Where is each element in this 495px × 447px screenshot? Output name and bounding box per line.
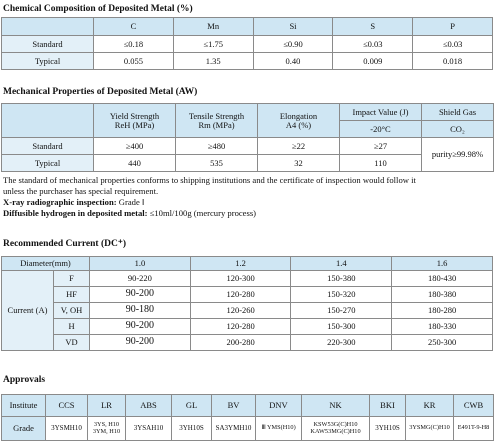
current-row-voh bbox=[2, 303, 493, 319]
approvals-table bbox=[1, 394, 494, 441]
current-cell: 180-380 bbox=[392, 287, 493, 303]
chem-cell: 0.009 bbox=[333, 53, 413, 70]
mech-header-blank bbox=[2, 104, 94, 138]
notes-block bbox=[3, 175, 493, 219]
mech-cell: 110 bbox=[340, 155, 422, 172]
position-label: VD bbox=[54, 335, 90, 351]
chem-row-typical bbox=[2, 53, 493, 70]
chem-title: Chemical Composition of Deposited Metal (%) bbox=[3, 4, 193, 14]
chem-row-label: Standard bbox=[2, 36, 94, 53]
current-cell: 180-280 bbox=[392, 303, 493, 319]
diameter-1-6: 1.6 bbox=[392, 257, 493, 271]
diameter-1-0: 1.0 bbox=[90, 257, 191, 271]
current-cell: 120-280 bbox=[190, 287, 291, 303]
mech-cell: 32 bbox=[258, 155, 340, 172]
current-cell: 180-430 bbox=[392, 271, 493, 287]
elong-header-line2: A4 (%) bbox=[285, 119, 312, 130]
position-label: HF bbox=[54, 287, 90, 303]
chem-header-s: S bbox=[333, 18, 413, 36]
current-cell: 200-280 bbox=[190, 335, 291, 351]
grade-kr: 3YSMG(C)H10 bbox=[406, 417, 454, 441]
mech-shield-value: purity≥99.98% bbox=[422, 138, 494, 172]
chem-header-c: C bbox=[94, 18, 174, 36]
grade-lr: 3YS, H10 3YM, H10 bbox=[88, 417, 126, 441]
institute-label: Institute bbox=[2, 395, 46, 417]
current-title: Recommended Current (DC⁺) bbox=[3, 239, 127, 249]
mech-title: Mechanical Properties of Deposited Metal (AW) bbox=[3, 87, 198, 97]
approvals-title: Approvals bbox=[3, 375, 46, 385]
chem-cell: ≤0.18 bbox=[94, 36, 174, 53]
grade-cwb: E491T-9-H8 bbox=[454, 417, 494, 441]
tensile-header-line1: Tensile Strength bbox=[188, 110, 245, 121]
chem-header-p: P bbox=[413, 18, 493, 36]
current-row-hf bbox=[2, 287, 493, 303]
institute-nk: NK bbox=[302, 395, 370, 417]
current-cell: 90-200 bbox=[90, 287, 191, 303]
current-row-f bbox=[2, 271, 493, 287]
institute-bki: BKI bbox=[370, 395, 406, 417]
mech-cell: ≥400 bbox=[94, 138, 176, 155]
position-label: H bbox=[54, 319, 90, 335]
current-row-vd bbox=[2, 335, 493, 351]
mech-header-elongation bbox=[258, 104, 340, 138]
current-cell: 150-270 bbox=[291, 303, 392, 319]
institute-cwb: CWB bbox=[454, 395, 494, 417]
mech-row-typical bbox=[2, 155, 494, 172]
mech-row-standard bbox=[2, 138, 494, 155]
chem-header-mn: Mn bbox=[173, 18, 253, 36]
grade-ccs: 3YSMH10 bbox=[46, 417, 88, 441]
grade-bv: SA3YMH10 bbox=[212, 417, 256, 441]
current-cell: 250-300 bbox=[392, 335, 493, 351]
chem-row-standard bbox=[2, 36, 493, 53]
chem-cell: ≤0.03 bbox=[333, 36, 413, 53]
mech-cell: ≥22 bbox=[258, 138, 340, 155]
yield-header-line2: ReH (MPa) bbox=[114, 119, 155, 130]
current-cell: 120-280 bbox=[190, 319, 291, 335]
institute-lr: LR bbox=[88, 395, 126, 417]
mech-cell: ≥480 bbox=[176, 138, 258, 155]
xray-value: Grade Ⅰ bbox=[116, 197, 145, 207]
institute-abs: ABS bbox=[126, 395, 172, 417]
institute-bv: BV bbox=[212, 395, 256, 417]
current-cell: 90-200 bbox=[90, 335, 191, 351]
grade-gl: 3YH10S bbox=[172, 417, 212, 441]
current-cell: 220-300 bbox=[291, 335, 392, 351]
institute-ccs: CCS bbox=[46, 395, 88, 417]
chem-header-si: Si bbox=[253, 18, 333, 36]
mech-table bbox=[1, 103, 494, 172]
approvals-institute-row bbox=[2, 395, 494, 417]
chem-cell: ≤0.90 bbox=[253, 36, 333, 53]
grade-label: Grade bbox=[2, 417, 46, 441]
mech-header-shield: Shield Gas bbox=[422, 104, 494, 121]
chem-row-label: Typical bbox=[2, 53, 94, 70]
current-cell: 90-180 bbox=[90, 303, 191, 319]
institute-gl: GL bbox=[172, 395, 212, 417]
mech-header-tensile bbox=[176, 104, 258, 138]
diameter-1-4: 1.4 bbox=[291, 257, 392, 271]
current-cell: 90-200 bbox=[90, 319, 191, 335]
current-cell: 90-220 bbox=[90, 271, 191, 287]
position-label: F bbox=[54, 271, 90, 287]
grade-nk: KSW53G(C)H10 KAW53MG(C)H10 bbox=[302, 417, 370, 441]
hydrogen-value: ≤10ml/100g (mercury process) bbox=[147, 208, 257, 218]
mech-header-shield-gas: CO₂ bbox=[422, 121, 494, 138]
note-xray bbox=[3, 197, 493, 208]
mech-header-impact: Impact Value (J) bbox=[340, 104, 422, 121]
grade-bki: 3YH10S bbox=[370, 417, 406, 441]
current-cell: 120-300 bbox=[190, 271, 291, 287]
current-cell: 150-320 bbox=[291, 287, 392, 303]
current-row-h bbox=[2, 319, 493, 335]
chem-cell: 1.35 bbox=[173, 53, 253, 70]
yield-header-line1: Yield Strength bbox=[109, 110, 160, 121]
note-hydrogen bbox=[3, 208, 493, 219]
chem-cell: ≤1.75 bbox=[173, 36, 253, 53]
mech-cell: ≥27 bbox=[340, 138, 422, 155]
chem-cell: ≤0.03 bbox=[413, 36, 493, 53]
current-header-row bbox=[2, 257, 493, 271]
current-side-label: Current (A) bbox=[2, 271, 54, 351]
note-line-1: The standard of mechanical properties conforms to shipping institutions and the certificate of inspection would follow it bbox=[3, 175, 416, 185]
current-cell: 180-330 bbox=[392, 319, 493, 335]
mech-header-yield bbox=[94, 104, 176, 138]
approvals-grade-row bbox=[2, 417, 494, 441]
diameter-1-2: 1.2 bbox=[190, 257, 291, 271]
chem-cell: 0.055 bbox=[94, 53, 174, 70]
mech-header-row-1 bbox=[2, 104, 494, 121]
institute-kr: KR bbox=[406, 395, 454, 417]
hydrogen-label: Diffusible hydrogen in deposited metal: bbox=[3, 208, 148, 218]
current-cell: 150-380 bbox=[291, 271, 392, 287]
xray-label: X-ray radiographic inspection: bbox=[3, 197, 117, 207]
current-table bbox=[1, 256, 493, 351]
mech-cell: 535 bbox=[176, 155, 258, 172]
chem-cell: 0.40 bbox=[253, 53, 333, 70]
grade-abs: 3YSAH10 bbox=[126, 417, 172, 441]
mech-row-label: Typical bbox=[2, 155, 94, 172]
current-cell: 150-300 bbox=[291, 319, 392, 335]
note-line-2: unless the purchaser has special requirement. bbox=[3, 186, 159, 196]
chem-cell: 0.018 bbox=[413, 53, 493, 70]
position-label: V, OH bbox=[54, 303, 90, 319]
current-cell: 120-260 bbox=[190, 303, 291, 319]
grade-dnv: Ⅲ YMS(H10) bbox=[256, 417, 302, 441]
mech-header-impact-temp: -20°C bbox=[340, 121, 422, 138]
tensile-header-line2: Rm (MPa) bbox=[198, 119, 235, 130]
chem-table bbox=[1, 17, 493, 70]
institute-dnv: DNV bbox=[256, 395, 302, 417]
elong-header-line1: Elongation bbox=[279, 110, 318, 121]
diameter-label: Diameter(mm) bbox=[2, 257, 90, 271]
chem-header-blank bbox=[2, 18, 94, 36]
mech-row-label: Standard bbox=[2, 138, 94, 155]
mech-cell: 440 bbox=[94, 155, 176, 172]
chem-header-row bbox=[2, 18, 493, 36]
